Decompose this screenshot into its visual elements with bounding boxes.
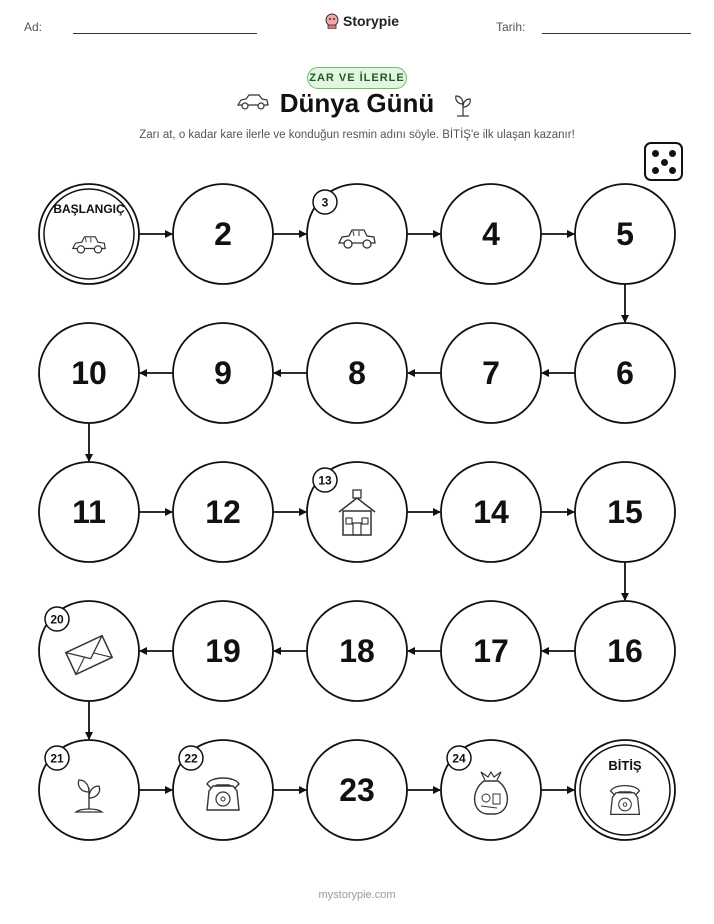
cell-number: 10 (71, 355, 107, 391)
cell-number: 13 (318, 473, 332, 488)
board-cell[interactable] (441, 740, 541, 840)
board-cell[interactable] (575, 601, 675, 701)
board-cell[interactable] (173, 740, 273, 840)
finish-cell[interactable] (575, 740, 675, 840)
telephone-icon (611, 786, 640, 815)
cell-number: 18 (339, 633, 375, 669)
board-cell[interactable] (173, 601, 273, 701)
board-cell[interactable] (307, 462, 407, 562)
name-label: Ad: (24, 20, 43, 34)
cell-number: 17 (473, 633, 509, 669)
cell-number: 19 (205, 633, 241, 669)
cell-number: 4 (482, 216, 500, 252)
date-label: Tarih: (496, 20, 526, 34)
board-cell[interactable] (39, 462, 139, 562)
board-cell[interactable] (173, 323, 273, 423)
board-cell[interactable] (307, 740, 407, 840)
board-cell[interactable] (39, 601, 139, 701)
cell-number: 5 (616, 216, 634, 252)
board-cell[interactable] (307, 323, 407, 423)
footer-url: mystorypie.com (318, 889, 396, 901)
cell-number: 7 (482, 355, 500, 391)
board-cell[interactable] (441, 601, 541, 701)
board-cell[interactable] (39, 740, 139, 840)
board-cell[interactable] (39, 323, 139, 423)
cell-number: 22 (184, 751, 198, 766)
cell-number: 20 (50, 612, 64, 627)
footer (0, 889, 714, 901)
cell-number: 24 (452, 751, 466, 766)
board-cell[interactable] (307, 184, 407, 284)
telephone-icon (207, 778, 239, 810)
board-cell[interactable] (441, 462, 541, 562)
instructions: Zarı at, o kadar kare ilerle ve konduğun resmin adını söyle. BİTİŞ'e ilk ulaşan kazanır! (139, 129, 575, 141)
cell-number: 21 (50, 751, 64, 766)
cell-number: 16 (607, 633, 643, 669)
board-cell[interactable] (441, 323, 541, 423)
start-cell[interactable] (39, 184, 139, 284)
cell-number: 14 (473, 494, 509, 530)
board-cell[interactable] (441, 184, 541, 284)
board-cell[interactable] (173, 184, 273, 284)
cell-number: 23 (339, 772, 375, 808)
cell-number: 12 (205, 494, 241, 530)
cell-number: 11 (72, 494, 106, 530)
cell-number: 2 (214, 216, 232, 252)
cell-number: 9 (214, 355, 232, 391)
board-cell[interactable] (575, 184, 675, 284)
cell-number: 15 (607, 494, 643, 530)
cell-number: 3 (321, 195, 329, 210)
page-title: Dünya Günü (279, 88, 435, 118)
brand-name: Storypie (343, 13, 400, 29)
board-cell[interactable] (173, 462, 273, 562)
finish-label: BİTİŞ (608, 758, 642, 773)
board-cell[interactable] (575, 323, 675, 423)
start-label: BAŞLANGIÇ (53, 202, 125, 216)
cell-number: 8 (348, 355, 366, 391)
board-cell[interactable] (307, 601, 407, 701)
game-type-badge: ZAR VE İLERLE (307, 67, 407, 89)
board-cell[interactable] (575, 462, 675, 562)
cell-number: 6 (616, 355, 634, 391)
